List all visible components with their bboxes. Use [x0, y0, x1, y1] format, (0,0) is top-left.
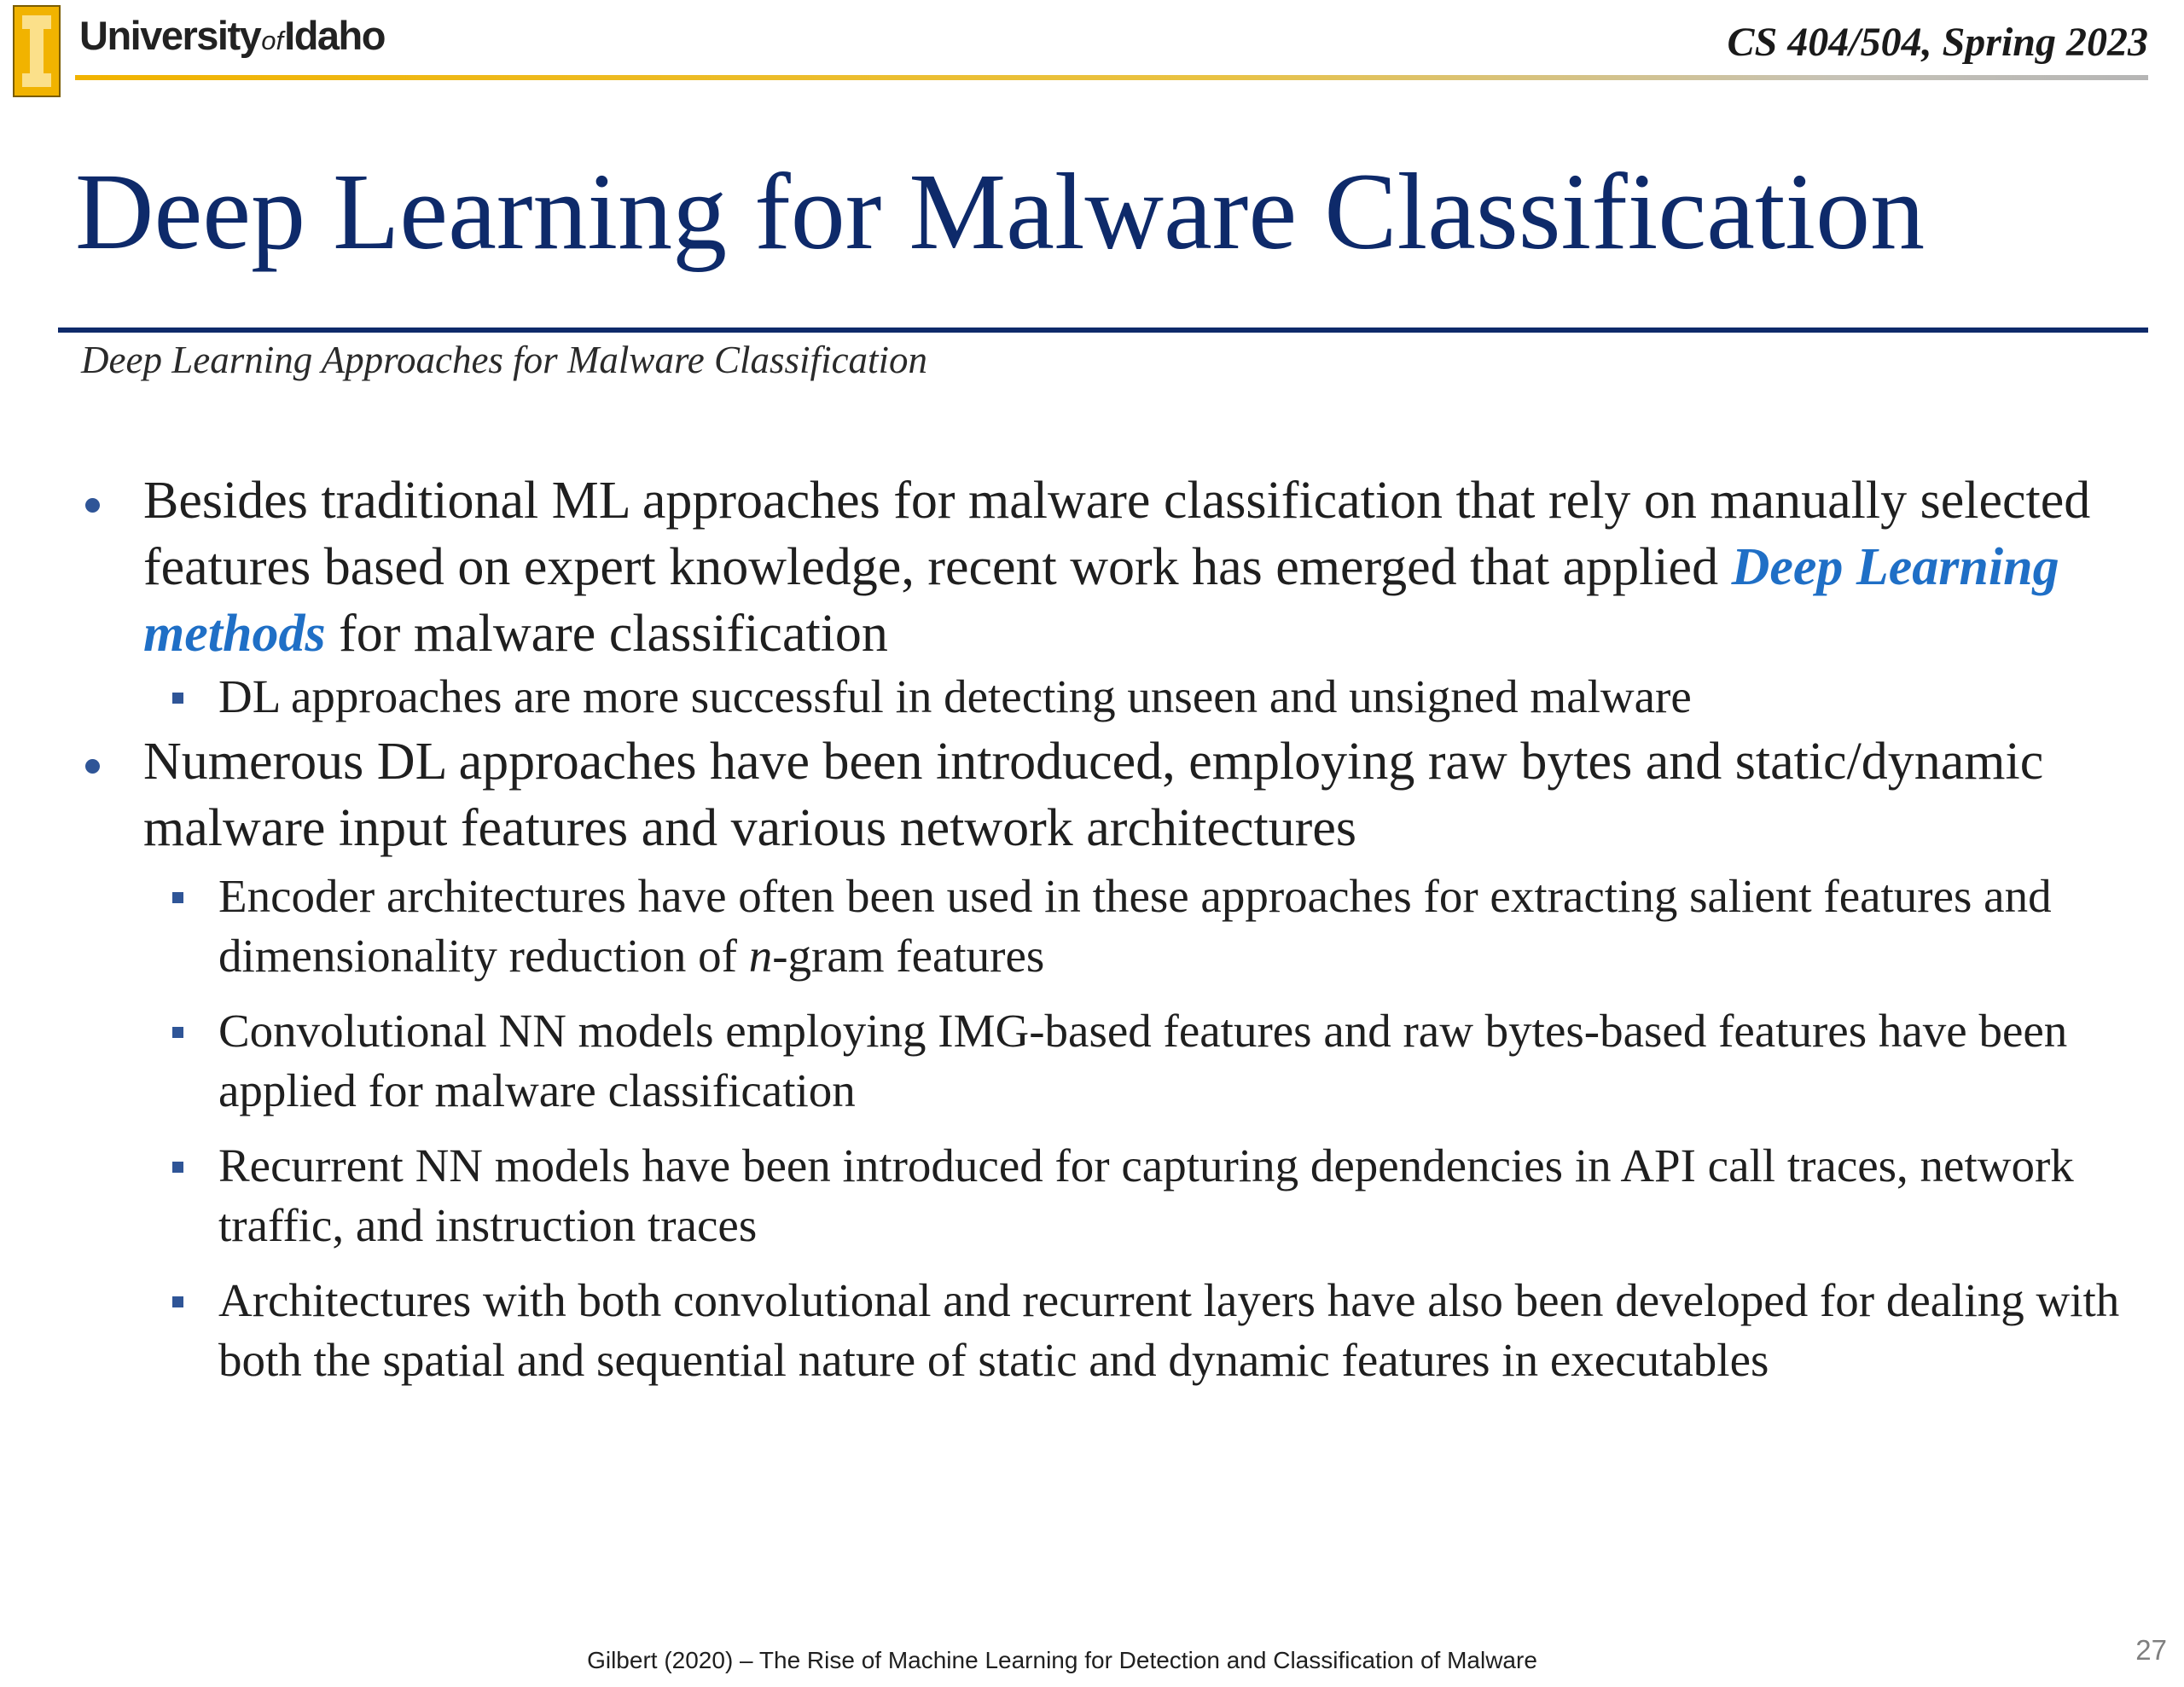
- sub-bullet-square-icon: [172, 1027, 183, 1038]
- sub-bullet-square-icon: [172, 693, 183, 704]
- sub-bullet-item: [0, 867, 2184, 986]
- bullet-item: [0, 728, 2184, 861]
- citation-footer: Gilbert (2020) – The Rise of Machine Learning for Detection and Classification of Malware: [587, 1647, 1537, 1673]
- highlight-deep-learning-methods: Deep Learning methods: [143, 538, 2059, 663]
- page-number: 27: [2135, 1634, 2167, 1666]
- university-logo-text: [79, 12, 385, 59]
- bullet-text: Besides traditional ML approaches for malware classification that rely on manually selected features based on expert knowledge, recent work has emerged that applied: [143, 472, 2091, 596]
- slide-subtitle: Deep Learning Approaches for Malware Classification: [81, 339, 928, 381]
- header-gold-rule: [75, 75, 2148, 80]
- n-italic: n: [748, 930, 773, 982]
- sub-bullet-square-icon: [172, 892, 183, 903]
- logo-word-idaho: Idaho: [284, 13, 385, 58]
- sub-bullet-item: [0, 1001, 2184, 1121]
- sub-bullet-item: [0, 1136, 2184, 1255]
- bullet-text: for malware classification: [325, 605, 888, 663]
- logo-word-university: University: [79, 13, 261, 58]
- logo-word-of: of: [261, 26, 284, 55]
- sub-bullet-text: Architectures with both convolutional and recurrent layers have also been developed for dealing with both the spatial and sequential nature of static and dynamic features in executables: [218, 1274, 2120, 1386]
- bullet-list: [0, 467, 2184, 1390]
- sub-bullet-item: [0, 667, 2184, 727]
- university-i-logo-icon: [13, 5, 61, 97]
- title-rule: [58, 328, 2148, 333]
- bullet-dot-icon: [85, 759, 100, 774]
- sub-bullet-text: Recurrent NN models have been introduced for capturing dependencies in API call traces, network traffic, and instruction traces: [218, 1139, 2074, 1251]
- sub-bullet-square-icon: [172, 1162, 183, 1173]
- course-label: CS 404/504, Spring 2023: [1727, 20, 2148, 65]
- sub-bullet-text: -gram features: [772, 930, 1045, 982]
- sub-bullet-text: DL approaches are more successful in detecting unseen and unsigned malware: [218, 670, 1692, 722]
- sub-bullet-text: Encoder architectures have often been used in these approaches for extracting salient features and dimensionality reduction of: [218, 870, 2052, 982]
- slide-title: Deep Learning for Malware Classification: [75, 151, 1926, 272]
- sub-bullet-text: Convolutional NN models employing IMG-based features and raw bytes-based features have been applied for malware classification: [218, 1005, 2068, 1116]
- sub-bullet-item: [0, 1271, 2184, 1390]
- bullet-item: [0, 467, 2184, 667]
- sub-bullet-square-icon: [172, 1296, 183, 1307]
- bullet-text: Numerous DL approaches have been introduced, employing raw bytes and static/dynamic malware input features and various network architectures: [143, 733, 2044, 857]
- bullet-dot-icon: [85, 498, 100, 513]
